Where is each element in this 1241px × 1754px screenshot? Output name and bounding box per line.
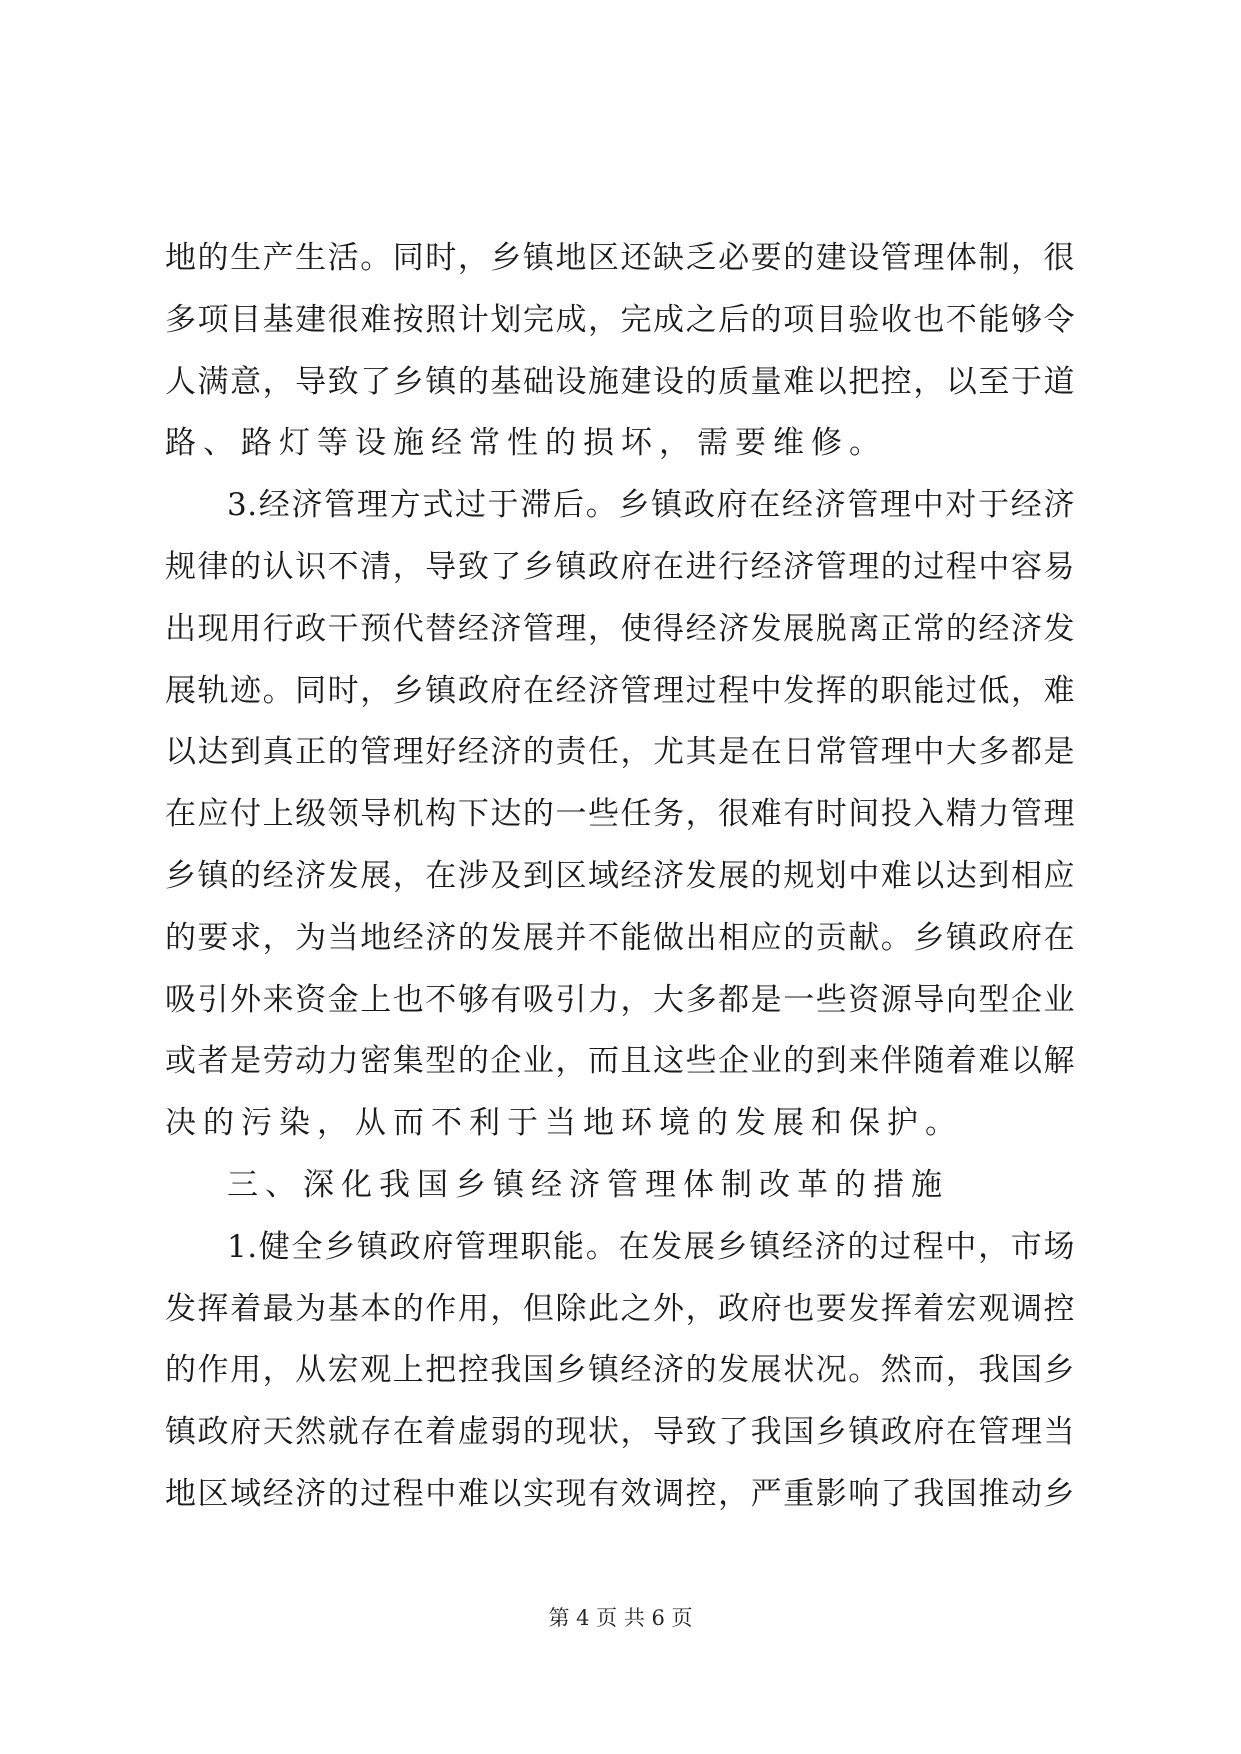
text-line: 或者是劳动力密集型的企业，而且这些企业的到来伴随着难以解 — [165, 1043, 1075, 1080]
text-line: 出现用行政干预代替经济管理，使得经济发展脱离正常的经济发 — [165, 610, 1075, 647]
text-line: 1.健全乡镇政府管理职能。在发展乡镇经济的过程中，市场 — [227, 1228, 1075, 1265]
text-line: 吸引外来资金上也不够有吸引力，大多都是一些资源导向型企业 — [165, 981, 1075, 1018]
text-line: 规律的认识不清，导致了乡镇政府在进行经济管理的过程中容易 — [165, 548, 1075, 585]
text-line: 乡镇的经济发展，在涉及到区域经济发展的规划中难以达到相应 — [165, 857, 1075, 894]
text-line: 的要求，为当地经济的发展并不能做出相应的贡献。乡镇政府在 — [165, 919, 1075, 956]
text-line: 决的污染，从而不利于当地环境的发展和保护。 — [165, 1105, 963, 1142]
text-line: 展轨迹。同时，乡镇政府在经济管理过程中发挥的职能过低，难 — [165, 672, 1075, 709]
text-line: 人满意，导致了乡镇的基础设施建设的质量难以把控，以至于道 — [165, 363, 1075, 400]
text-line: 3.经济管理方式过于滞后。乡镇政府在经济管理中对于经济 — [227, 487, 1075, 524]
text-line: 在应付上级领导机构下达的一些任务，很难有时间投入精力管理 — [165, 796, 1075, 833]
text-line: 的作用，从宏观上把控我国乡镇经济的发展状况。然而，我国乡 — [165, 1352, 1075, 1389]
text-line: 以达到真正的管理好经济的责任，尤其是在日常管理中大多都是 — [165, 734, 1075, 771]
text-line: 地区域经济的过程中难以实现有效调控，严重影响了我国推动乡 — [165, 1475, 1075, 1512]
document-body — [165, 228, 1075, 1526]
page-footer: 第 4 页 共 6 页 — [548, 1606, 693, 1630]
text-line: 地的生产生活。同时，乡镇地区还缺乏必要的建设管理体制，很 — [165, 240, 1075, 276]
text-line: 路、路灯等设施经常性的损坏，需要维修。 — [165, 425, 887, 462]
text-line: 三、深化我国乡镇经济管理体制改革的措施 — [227, 1166, 949, 1203]
text-line: 多项目基建很难按照计划完成，完成之后的项目验收也不能够令 — [165, 301, 1075, 338]
text-line: 发挥着最为基本的作用，但除此之外，政府也要发挥着宏观调控 — [165, 1290, 1075, 1327]
text-line: 镇政府天然就存在着虚弱的现状，导致了我国乡镇政府在管理当 — [165, 1414, 1075, 1451]
